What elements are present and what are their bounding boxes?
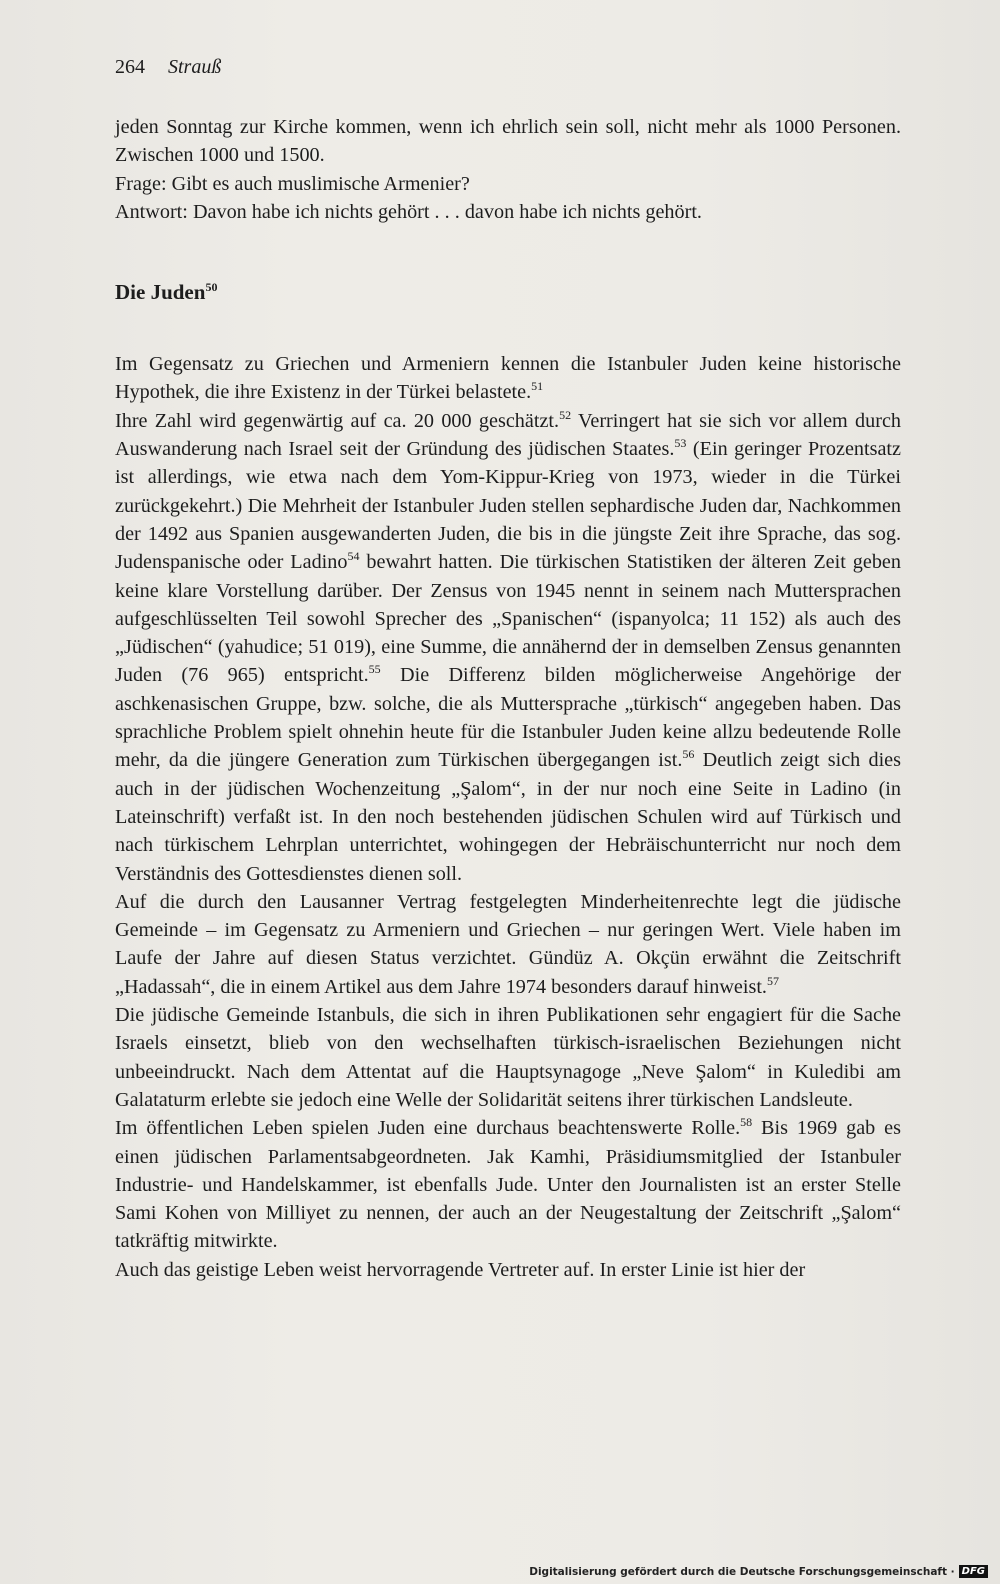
paragraph-text: (Ein geringer Prozentsatz ist allerdings, wie etwa nach dem Yom-Kippur-Krieg von 1973, wieder in die Türkei zurückgekehrt.) Die Mehrheit der Istanbuler Juden stellen sephardische Juden dar, Nachkommen der 1492 aus Spanien ausgewanderten Juden, die bis in die jüngste Zeit ihre Sprache, das sog. Judenspanische oder Ladino [115,438,901,574]
paragraph-text: Auch das geistige Leben weist hervorragende Vertreter auf. In erster Linie ist hier der [115,1258,806,1281]
intro-answer: Antwort: Davon habe ich nichts gehört . . . davon habe ich nichts gehört. [115,200,702,223]
running-head [115,54,221,80]
footnote-ref: 53 [674,436,687,451]
intro-paragraph: jeden Sonntag zur Kirche kommen, wenn ich ehrlich sein soll, nicht mehr als 1000 Personen. Zwischen 1000 und 1500. [115,116,901,167]
paragraph-text: Im Gegensatz zu Griechen und Armeniern kennen die Istanbuler Juden keine historische Hypothek, die ihre Existenz in der Türkei belastete. [115,353,901,404]
paragraph-text: Bis 1969 gab es einen jüdischen Parlamentsabgeordneten. Jak Kamhi, Präsidiumsmitglied der Istanbuler Industrie- und Handelskammer, ist ebenfalls Jude. Unter den Journalisten ist an erster Stelle Sami Kohen von Milliyet zu nennen, der auch an der Neugestaltung der Zeitschrift „Şalom“ tatkräftig mitwirkte. [115,1117,901,1253]
paragraph-text: Im öffentlichen Leben spielen Juden eine durchaus beachtenswerte Rolle. [115,1117,741,1140]
footnote-ref: 50 [205,280,218,295]
section-title: Die Juden [115,280,206,305]
digitization-footer [529,1565,988,1578]
footnote-ref: 54 [347,549,360,564]
page-number: 264 [115,56,145,78]
footer-credit: Digitalisierung gefördert durch die Deutsche Forschungsgemeinschaft · [529,1565,955,1578]
paragraph-text: Ihre Zahl wird gegenwärtig auf ca. 20 000 geschätzt. [115,409,560,432]
footnote-ref: 55 [368,662,381,677]
paragraph-text: bewahrt hatten. Die türkischen Statistiken der älteren Zeit geben keine klare Vorstellung darüber. Der Zensus von 1945 nennt in seinem nach Muttersprachen aufgeschlüsselten Teil sowohl Sprecher des „Spanischen“ (ispanyolca; 11 152) als auch des „Jüdischen“ (yahudice; 51 019), eine Summe, die annähernd der in demselben Zensus genannten Juden (76 965) entspricht. [115,551,901,687]
paragraph-text: Verringert hat sie sich vor allem durch Auswanderung nach Israel seit der Gründung des jüdischen Staates. [115,409,901,461]
body-paragraph [115,1001,901,1114]
paragraph-text: Die Differenz bilden möglicherweise Angehörige der aschkenasischen Gruppe, bzw. solche, die als Muttersprache „türkisch“ angegeben haben. Das sprachliche Problem spielt ohnehin heute für die Istanbuler Juden keine allzu bedeutende Rolle mehr, da die jüngere Generation zum Türkischen übergegangen ist. [115,664,902,772]
body-text [115,113,901,1284]
footnote-ref: 57 [766,973,779,988]
section-paragraphs [115,350,901,1284]
footnote-ref: 52 [559,407,572,422]
body-paragraph [115,1256,901,1284]
paragraph-text: Die jüdische Gemeinde Istanbuls, die sich in ihren Publikationen sehr engagiert für die Sache Israels einsetzt, blieb von den wechselhaften türkisch-israelischen Beziehungen nicht unbeeindruckt. Nach dem Attentat auf die Hauptsynagoge „Neve Şalom“ in Kuledibi am Galataturm erlebte sie jedoch eine Welle der Solidarität seitens ihrer türkischen Landsleute. [115,1004,901,1111]
section-heading [115,278,901,306]
running-head-author: Strauß [168,56,222,78]
footnote-ref: 51 [531,379,544,394]
body-paragraph [115,1114,901,1255]
body-paragraph [115,407,901,888]
intro-question: Frage: Gibt es auch muslimische Armenier? [115,172,470,195]
dfg-logo: DFG [959,1565,988,1578]
paragraph-text: Auf die durch den Lausanner Vertrag festgelegten Minderheitenrechte legt die jüdische Gemeinde – im Gegensatz zu Armeniern und Griechen – nur geringen Wert. Viele haben im Laufe der Jahre auf diesen Status verzichtet. Gündüz A. Okçün erwähnt die Zeitschrift „Hadassah“, die in einem Artikel aus dem Jahre 1974 besonders darauf hinweist. [115,890,901,998]
footnote-ref: 58 [740,1115,753,1130]
body-paragraph [115,888,901,1001]
body-paragraph [115,350,901,407]
footnote-ref: 56 [682,747,695,762]
paragraph-text: Deutlich zeigt sich dies auch in der jüdischen Wochenzeitung „Şalom“, in der nur noch eine Seite in Ladino (in Lateinschrift) verfaßt ist. In den noch bestehenden jüdischen Schulen wird auf Türkisch und nach türkischem Lehrplan unterrichtet, wohingegen der Hebräischunterricht nur noch dem Verständnis des Gottesdienstes dienen soll. [115,749,901,885]
